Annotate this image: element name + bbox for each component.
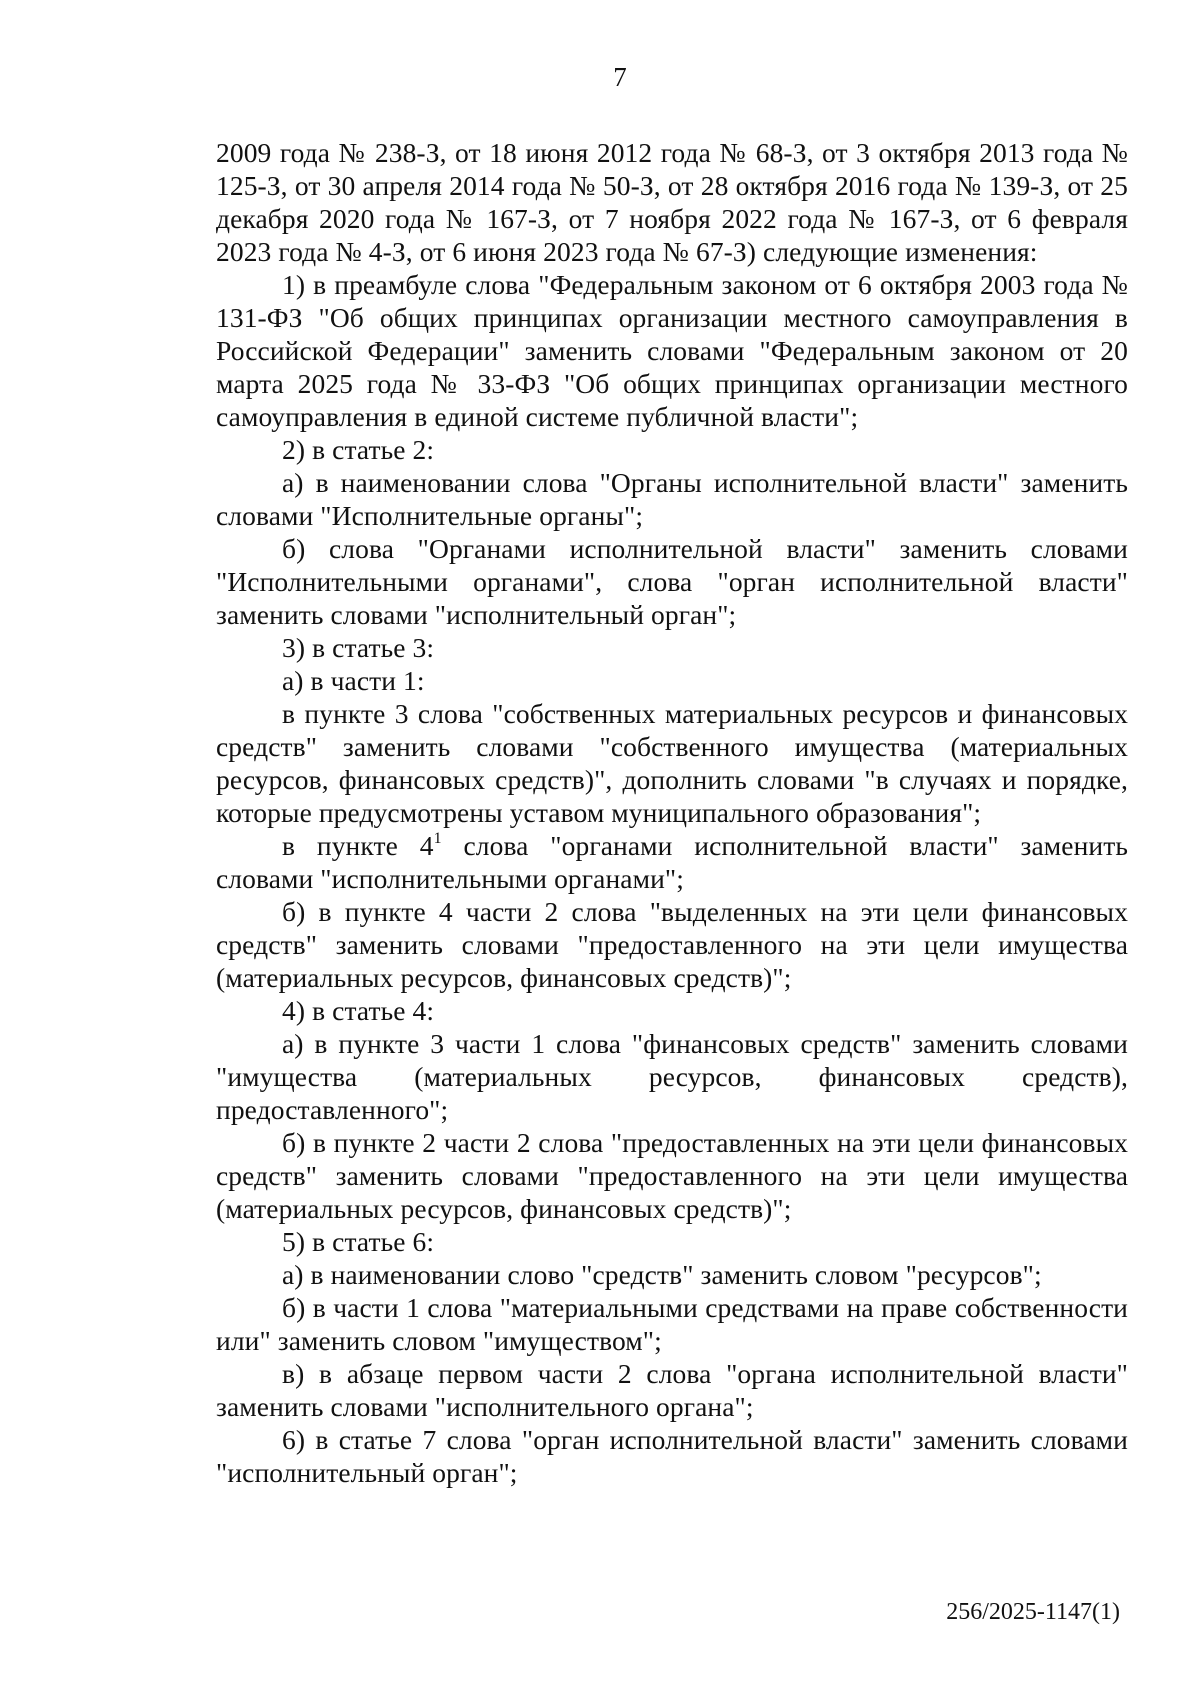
paragraph-item-3a-point-4-1: [216, 829, 1128, 895]
paragraph-item-5b: б) в части 1 слова "материальными средствами на праве собственности или" заменить словом "имуществом";: [216, 1292, 1128, 1356]
page-number: 7: [613, 62, 627, 92]
paragraph-item-4b: б) в пункте 2 части 2 слова "предоставленных на эти цели финансовых средств" заменить словами "предоставленного на эти цели имущества (материальных ресурсов, финансовых средств)";: [216, 1127, 1128, 1224]
paragraph-item-5: 5) в статье 6:: [282, 1226, 435, 1257]
point-text: слова "органами исполнительной власти" заменить словами "исполнительными органами";: [216, 830, 1129, 894]
paragraph-item-3a-point-3: в пункте 3 слова "собственных материальных ресурсов и финансовых средств" заменить словами "собственного имущества (материальных ресурсов, финансовых средств)", дополнить словами "в случаях и порядке, которые предусмотрены уставом муниципального образования";: [216, 698, 1128, 828]
paragraph-item-4a: а) в пункте 3 части 1 слова "финансовых средств" заменить словами "имущества (материальных ресурсов, финансовых средств), предоставленного";: [216, 1028, 1128, 1125]
paragraph-item-2b: б) слова "Органами исполнительной власти" заменить словами "Исполнительными органами", слова "орган исполнительной власти" заменить словами "исполнительный орган";: [216, 533, 1128, 630]
superscript: 1: [433, 830, 442, 847]
paragraph-item-3: 3) в статье 3:: [282, 632, 435, 663]
paragraph-item-3a: а) в части 1:: [282, 665, 425, 696]
document-code: 256/2025-1147(1): [946, 1599, 1120, 1625]
paragraph-item-4: 4) в статье 4:: [282, 995, 435, 1026]
paragraph-item-1: 1) в преамбуле слова "Федеральным законом от 6 октября 2003 года № 131-ФЗ "Об общих принципах организации местного самоуправления в Российской Федерации" заменить словами "Федеральным законом от 20 марта 2025 года № 33-ФЗ "Об общих принципах организации местного самоуправления в единой системе публичной власти";: [216, 269, 1128, 432]
paragraph-item-6: 6) в статье 7 слова "орган исполнительной власти" заменить словами "исполнительный орган";: [216, 1424, 1128, 1488]
paragraph-item-5v: в) в абзаце первом части 2 слова "органа исполнительной власти" заменить словами "исполнительного органа";: [216, 1358, 1128, 1422]
point-ref: в пункте 4: [282, 830, 434, 861]
document-body: [216, 136, 1128, 1489]
paragraph-item-3b: б) в пункте 4 части 2 слова "выделенных на эти цели финансовых средств" заменить словами "предоставленного на эти цели имущества (материальных ресурсов, финансовых средств)";: [216, 896, 1128, 993]
paragraph-item-2a: а) в наименовании слова "Органы исполнительной власти" заменить словами "Исполнительные органы";: [216, 467, 1128, 531]
paragraph-intro: 2009 года № 238-З, от 18 июня 2012 года № 68-З, от 3 октября 2013 года № 125-З, от 30 апреля 2014 года № 50-З, от 28 октября 2016 года № 139-З, от 25 декабря 2020 года № 167-З, от 7 ноября 2022 года № 167-З, от 6 февраля 2023 года № 4-З, от 6 июня 2023 года № 67-З) следующие изменения:: [216, 137, 1128, 267]
paragraph-item-5a: а) в наименовании слово "средств" заменить словом "ресурсов";: [282, 1259, 1042, 1290]
paragraph-item-2: 2) в статье 2:: [282, 434, 435, 465]
